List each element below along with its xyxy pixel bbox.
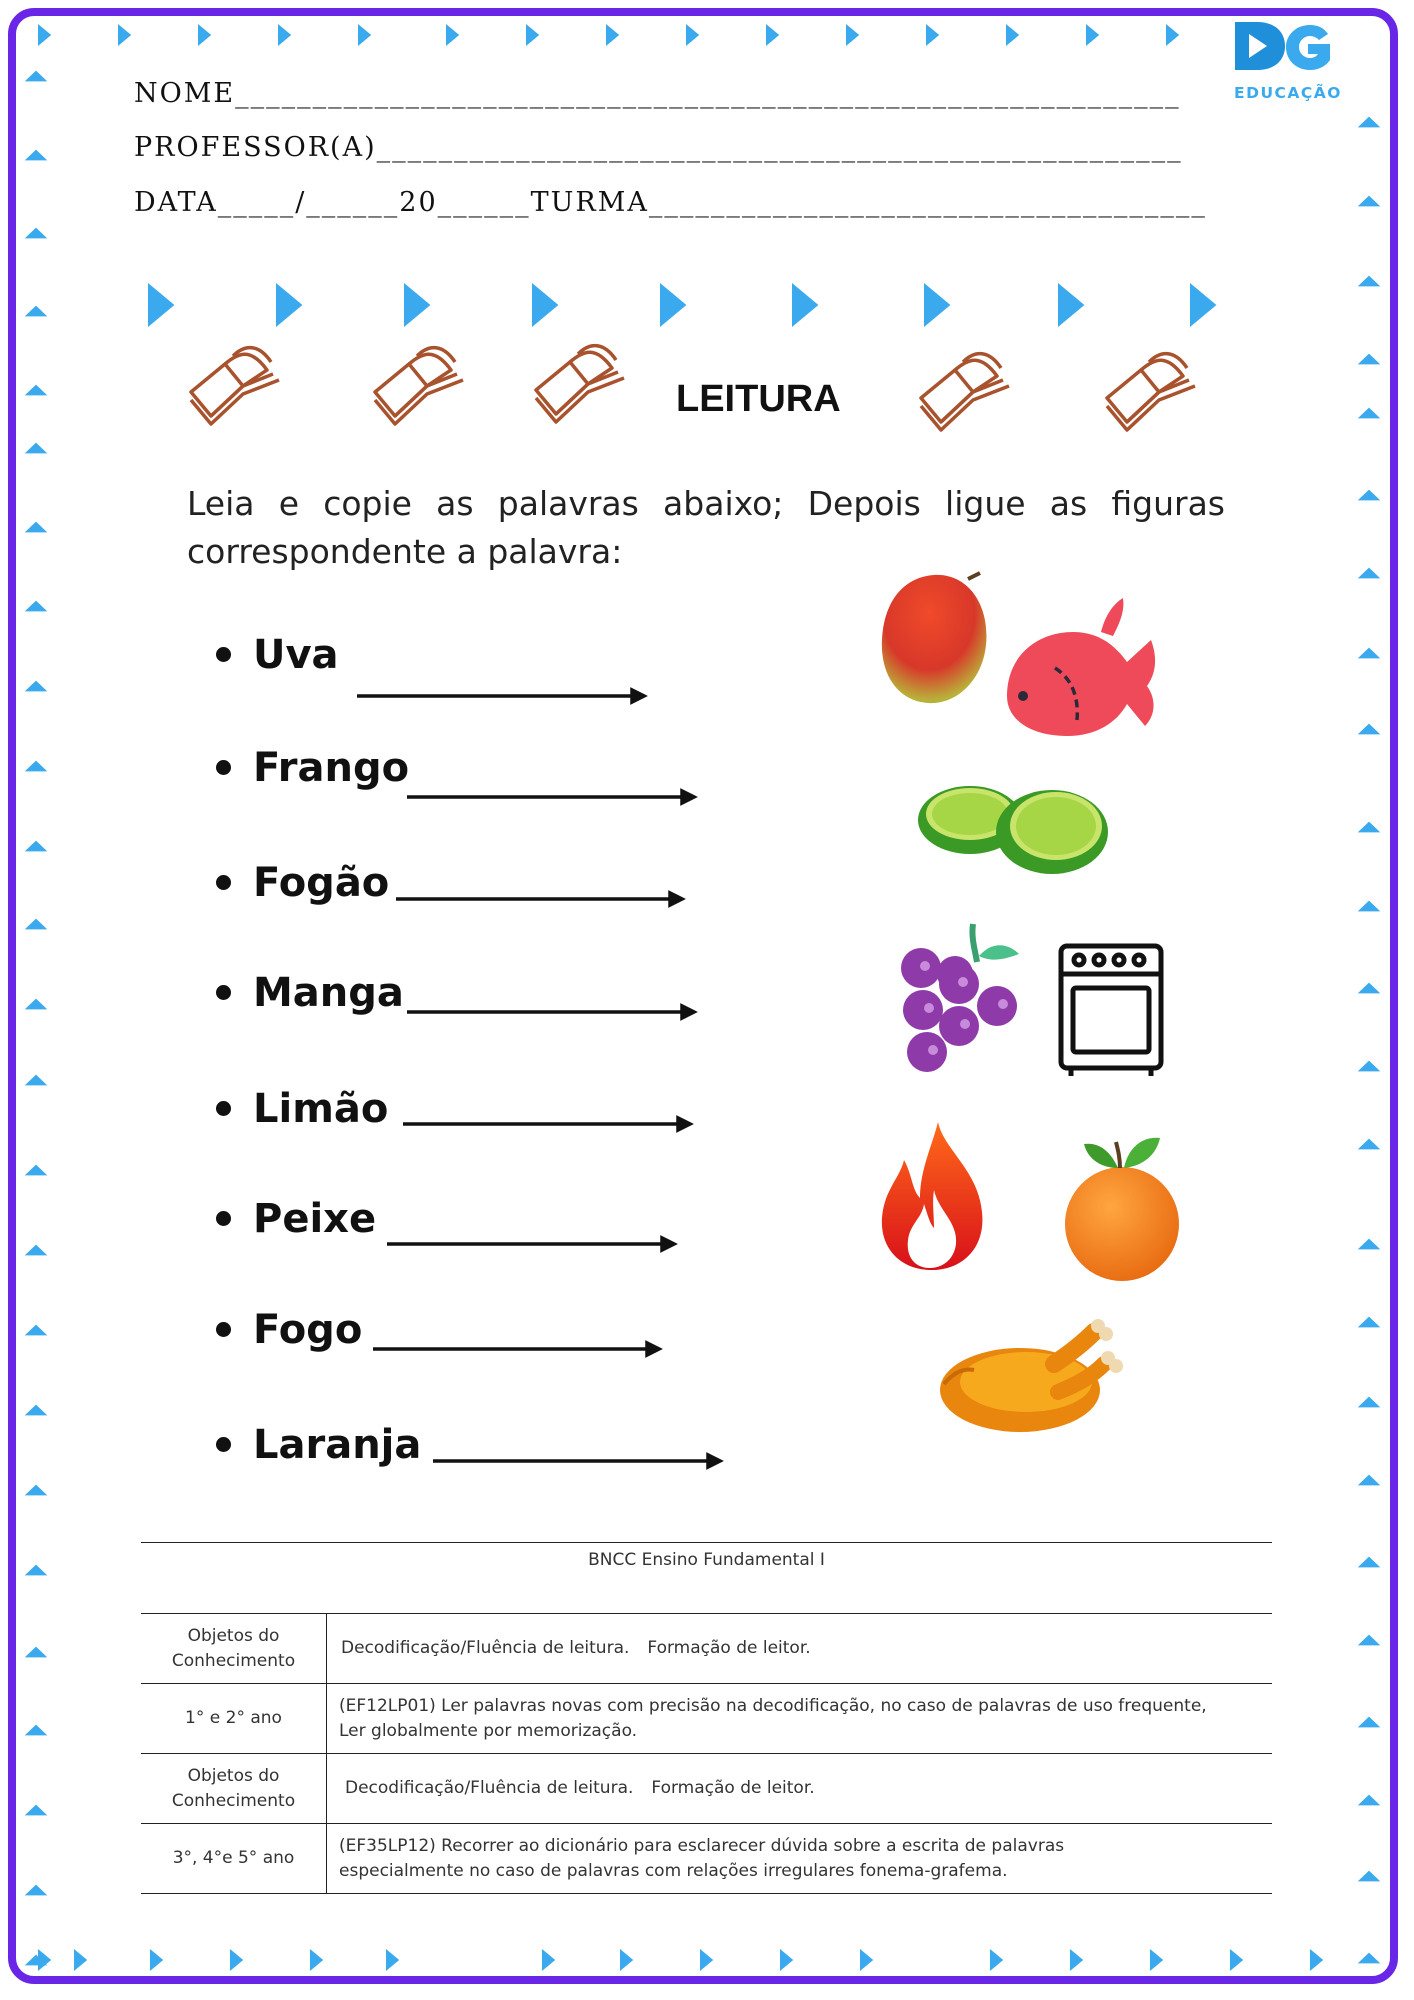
row-label: Objetos do Conhecimento [141, 1754, 327, 1824]
teacher-line: PROFESSOR(A)____________________________________________________ [134, 132, 1183, 163]
table-row [141, 1684, 1272, 1754]
logo-subtitle: EDUCAÇÃO [1234, 84, 1342, 102]
word-label: Fogo [253, 1307, 363, 1353]
roast-chicken-icon[interactable] [934, 1312, 1130, 1436]
row-text-part: Formação de leitor. [651, 1778, 815, 1798]
row-text-part: (EF12LP01) Ler palavras novas com precisão na decodificação, no caso de palavras de uso frequente, [339, 1695, 1207, 1716]
row-text-part: (EF35LP12) Recorrer ao dicionário para esclarecer dúvida sobre a escrita de palavras [339, 1835, 1065, 1856]
table-row [141, 1754, 1272, 1824]
row-text-part: Formação de leitor. [647, 1638, 811, 1658]
arrow-head-icon [682, 791, 694, 803]
date-class-line: DATA_____/______20______TURMA____________________________________ [134, 187, 1207, 218]
row-text-part: especialmente no caso de palavras com relações irregulares fonema-grafema. [339, 1860, 1008, 1881]
table-row [141, 1824, 1272, 1894]
lime-icon[interactable] [912, 768, 1112, 878]
table-row [141, 1614, 1272, 1684]
word-label: Limão [253, 1086, 389, 1132]
row-label: 1° e 2° ano [141, 1684, 327, 1754]
word-label: Frango [253, 745, 410, 791]
word-label: Peixe [253, 1196, 377, 1242]
row-text [327, 1824, 1273, 1894]
arrow-head-icon [632, 690, 644, 702]
row-text [327, 1684, 1273, 1754]
row-label: 3°, 4°e 5° ano [141, 1824, 327, 1894]
arrow-head-icon [708, 1455, 720, 1467]
orange-icon[interactable] [1062, 1120, 1180, 1284]
word-label: Fogão [253, 860, 390, 906]
fire-icon[interactable] [878, 1120, 986, 1272]
grapes-icon[interactable] [897, 918, 1021, 1078]
row-text-part: Decodificação/Fluência de leitura. [345, 1778, 634, 1798]
mango-icon[interactable] [876, 565, 994, 707]
arrow-head-icon [678, 1118, 690, 1130]
row-text-part: Decodificação/Fluência de leitura. [341, 1638, 630, 1658]
stove-icon[interactable] [1057, 942, 1165, 1078]
row-text [327, 1614, 1273, 1684]
arrow-head-icon [647, 1343, 659, 1355]
arrow-head-icon [682, 1006, 694, 1018]
activity-title: LEITURA [676, 378, 841, 420]
row-text [327, 1754, 1273, 1824]
fish-icon[interactable] [1001, 596, 1161, 740]
arrow-head-icon [662, 1238, 674, 1250]
word-label: Uva [253, 632, 339, 678]
instruction-text: Leia e copie as palavras abaixo; Depois ligue as figuras correspondente a palavra: [187, 484, 1225, 571]
word-label: Laranja [253, 1422, 422, 1468]
bncc-title: BNCC Ensino Fundamental I [141, 1542, 1272, 1614]
arrow-head-icon [670, 893, 682, 905]
name-line: NOME_____________________________________________________________ [134, 78, 1181, 109]
row-label: Objetos do Conhecimento [141, 1614, 327, 1684]
word-label: Manga [253, 970, 404, 1016]
row-text-part: Ler globalmente por memorização. [339, 1720, 638, 1741]
bncc-table [141, 1542, 1272, 1894]
